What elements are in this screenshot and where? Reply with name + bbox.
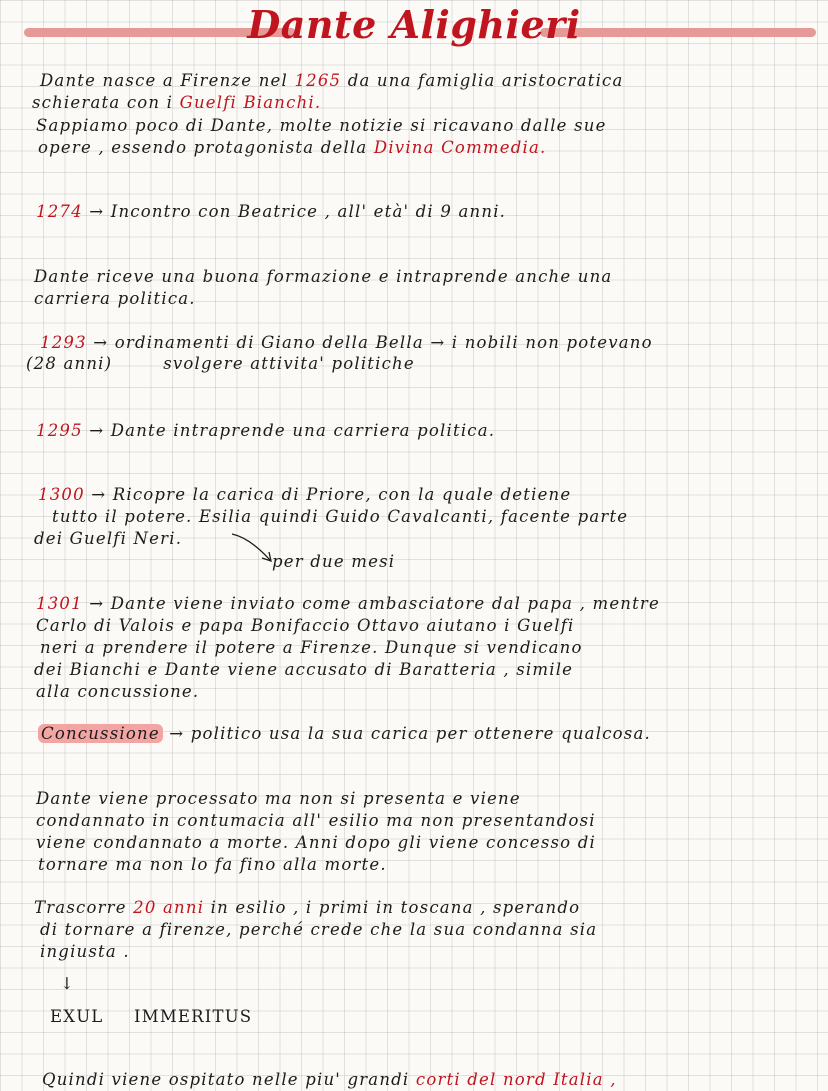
esilio-line-3: ingiusta .: [40, 942, 130, 961]
page-title: Dante Alighieri: [247, 2, 581, 47]
venti-anni: 20 anni: [133, 898, 205, 917]
event-1300-line-1: [38, 484, 571, 506]
event-1301-line-1: [36, 593, 660, 615]
corti-nord-italia: corti del nord Italia ,: [415, 1070, 617, 1089]
event-1300-line-3: dei Guelfi Neri.: [34, 529, 183, 548]
down-arrow-icon: ↓: [60, 974, 76, 993]
processo-line-4: tornare ma non lo fa fino alla morte.: [38, 855, 387, 874]
immeritus-text: IMMERITUS: [134, 1007, 253, 1026]
arrow-icon: →: [169, 724, 191, 743]
exul-text: EXUL: [50, 1007, 104, 1026]
intro-l1-c: da una famiglia aristocratica: [347, 71, 624, 90]
formazione-line-2: carriera politica.: [34, 289, 196, 308]
esilio-line-1: [34, 897, 580, 919]
concussione-text: politico usa la sua carica per ottenere qualcosa.: [190, 724, 651, 743]
intro-l4-a: opere , essendo protagonista della: [38, 138, 368, 157]
processo-line-1: Dante viene processato ma non si presenta e viene: [36, 789, 521, 808]
processo-line-3: viene condannato a morte. Anni dopo gli viene concesso di: [36, 833, 596, 852]
arrow-icon: →: [93, 333, 115, 352]
year-1300: 1300: [38, 485, 85, 504]
event-1293-l1: ordinamenti di Giano della Bella → i nobili non potevano: [114, 333, 653, 352]
event-1300-l1: Ricopre la carica di Priore, con la quale detiene: [112, 485, 572, 504]
arrow-icon: →: [89, 594, 111, 613]
event-1295-text: Dante intraprende una carriera politica.: [110, 421, 496, 440]
intro-line-4: [38, 137, 546, 159]
formazione-line-1: Dante riceve una buona formazione e intraprende anche una: [34, 267, 613, 286]
intro-line-1: [40, 70, 624, 92]
event-1293-l2: svolgere attivita' politiche: [163, 354, 415, 373]
event-1295: [36, 420, 495, 442]
esilio-l1-c: in esilio , i primi in toscana , sperando: [210, 898, 581, 917]
event-1301-line-3: neri a prendere il potere a Firenze. Dunque si vendicano: [40, 638, 583, 657]
event-1293-line-2: [26, 353, 415, 375]
arrow-icon: →: [89, 202, 111, 221]
event-1293-line-1: [40, 332, 653, 354]
event-1301-line-5: alla concussione.: [36, 682, 200, 701]
event-1300-line-2: tutto il potere. Esilia quindi Guido Cavalcanti, facente parte: [52, 507, 629, 526]
intro-line-2: [32, 92, 321, 114]
year-1274: 1274: [36, 202, 83, 221]
year-1295: 1295: [36, 421, 83, 440]
intro-l2-a: schierata con i: [32, 93, 174, 112]
divina-commedia: Divina Commedia.: [373, 138, 547, 157]
final-line: [42, 1069, 617, 1091]
year-1293: 1293: [40, 333, 87, 352]
event-1300-note: per due mesi: [272, 552, 396, 571]
event-1301-line-2: Carlo di Valois e papa Bonifaccio Ottavo aiutano i Guelfi: [36, 616, 575, 635]
esilio-l1-a: Trascorre: [34, 898, 127, 917]
event-1274-text: Incontro con Beatrice , all' età' di 9 anni.: [110, 202, 507, 221]
esilio-line-2: di tornare a firenze, perché crede che la sua condanna sia: [40, 920, 598, 939]
event-1301-line-4: dei Bianchi e Dante viene accusato di Baratteria , simile: [34, 660, 574, 679]
arrow-icon: →: [91, 485, 113, 504]
intro-year-1265: 1265: [294, 71, 342, 90]
intro-line-3: Sappiamo poco di Dante, molte notizie si ricavano dalle sue: [36, 116, 607, 135]
arrow-icon: →: [89, 421, 111, 440]
concussione-term: Concussione: [38, 724, 163, 743]
event-1274: [36, 201, 506, 223]
intro-l1-a: Dante nasce a Firenze nel: [40, 71, 288, 90]
year-1301: 1301: [36, 594, 83, 613]
processo-line-2: condannato in contumacia all' esilio ma non presentandosi: [36, 811, 596, 830]
guelfi-bianchi: Guelfi Bianchi.: [179, 93, 322, 112]
event-1301-l1: Dante viene inviato come ambasciatore dal papa , mentre: [110, 594, 660, 613]
concussione-definition: [38, 723, 651, 745]
age-28: (28 anni): [26, 354, 113, 373]
final-a: Quindi viene ospitato nelle piu' grandi: [42, 1070, 410, 1089]
